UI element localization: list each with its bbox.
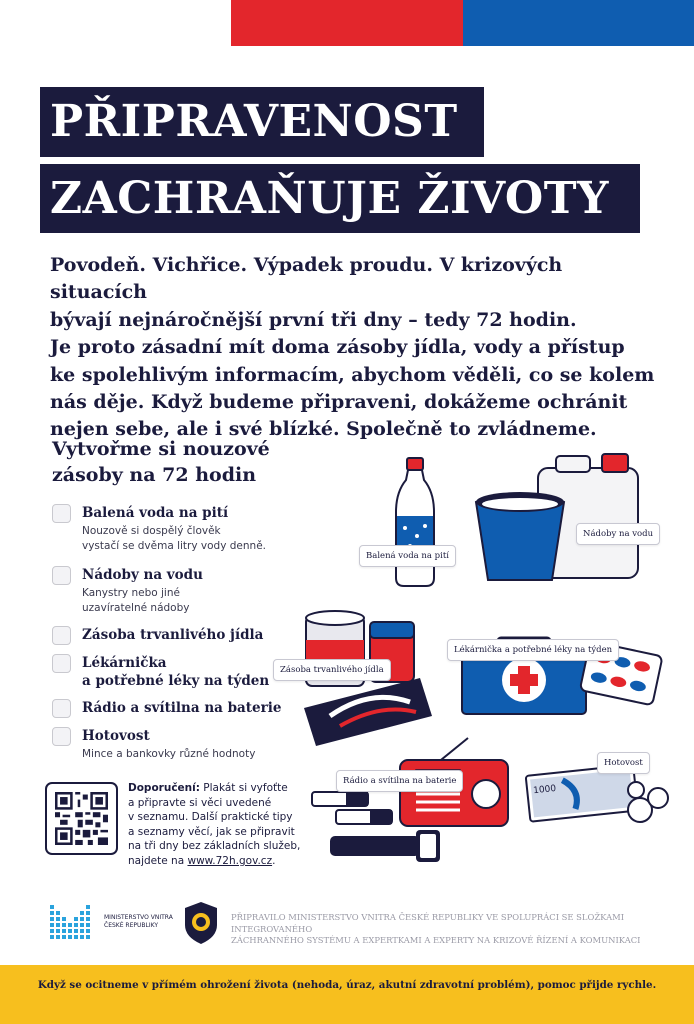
item-description bbox=[82, 747, 302, 762]
title-line-1: PŘIPRAVENOST bbox=[40, 87, 484, 157]
checkbox[interactable] bbox=[52, 654, 71, 673]
website-link[interactable]: www.72h.gov.cz bbox=[187, 854, 273, 867]
checkbox[interactable] bbox=[52, 566, 71, 585]
radio-flashlight-icon bbox=[306, 734, 518, 866]
item-label: Hotovost bbox=[82, 728, 150, 744]
water-bottle-icon bbox=[390, 456, 440, 591]
checklist-title-line: zásoby na 72 hodin bbox=[52, 464, 257, 486]
flag-stripe-red bbox=[231, 0, 463, 46]
intro-line: Povodeň. Vichřice. Výpadek proudu. V krizových situacích bbox=[50, 254, 563, 304]
item-description-line: vystačí se dvěma litry vody denně. bbox=[82, 539, 266, 552]
checklist-item-firstaid[interactable] bbox=[52, 654, 292, 694]
item-label: Nádoby na vodu bbox=[82, 567, 203, 583]
callout-water: Balená voda na pití bbox=[359, 545, 456, 567]
item-description bbox=[82, 586, 302, 615]
footer-banner bbox=[0, 965, 694, 1024]
tip-punctuation: . bbox=[272, 854, 276, 867]
ministry-name-line: MINISTERSTVO VNITRA bbox=[104, 914, 173, 921]
intro-line: bývají nejnáročnější první tři dny – tedy 72 hodin. bbox=[50, 308, 577, 331]
tip-line: na tři dny bez základních služeb, bbox=[128, 840, 301, 853]
water-containers-icon bbox=[474, 452, 670, 584]
item-description-line: Nouzově si dospělý člověk bbox=[82, 525, 221, 537]
tip-line: najdete na bbox=[128, 854, 188, 867]
checklist-title bbox=[52, 436, 312, 488]
item-label-line: a potřebné léky na týden bbox=[82, 673, 270, 689]
callout-radio: Rádio a svítilna na baterie bbox=[336, 770, 463, 792]
recommendation-text bbox=[128, 781, 308, 869]
fire-rescue-emblem-icon bbox=[184, 901, 218, 945]
prepared-by-line: ZÁCHRANNÉHO SYSTÉMU A EXPERTKAMI A EXPERTY NA KRIZOVÉ ŘÍZENÍ A KOMUNIKACI bbox=[231, 935, 641, 945]
ministry-logo-icon bbox=[50, 903, 98, 941]
callout-cash: Hotovost bbox=[597, 752, 650, 774]
prepared-by-line: PŘIPRAVILO MINISTERSTVO VNITRA ČESKÉ REPUBLIKY VE SPOLUPRÁCI SE SLOŽKAMI INTEGROVANÉHO bbox=[231, 912, 625, 934]
tip-line: a seznamy věcí, jak se připravit bbox=[128, 825, 295, 838]
checkbox[interactable] bbox=[52, 626, 71, 645]
checklist-item-cash[interactable] bbox=[52, 727, 292, 767]
banknote-value: 1000 bbox=[532, 783, 557, 797]
item-label-line: Lékárnička bbox=[82, 655, 167, 671]
callout-firstaid: Lékárnička a potřebné léky na týden bbox=[447, 639, 619, 661]
checklist-item-food[interactable] bbox=[52, 626, 292, 648]
item-label bbox=[82, 654, 302, 690]
flag-stripe-blue bbox=[463, 0, 694, 46]
ministry-name-line: ČESKÉ REPUBLIKY bbox=[104, 922, 159, 929]
intro-paragraph bbox=[50, 252, 660, 444]
item-label: Balená voda na pití bbox=[82, 505, 229, 521]
qr-code-icon bbox=[55, 792, 108, 845]
item-description-line: Mince a bankovky různé hodnoty bbox=[82, 748, 256, 760]
tip-line: Plakát si vyfoťte bbox=[199, 782, 288, 794]
checklist-item-radio[interactable] bbox=[52, 699, 292, 721]
checkbox[interactable] bbox=[52, 504, 71, 523]
item-label: Rádio a svítilna na baterie bbox=[82, 700, 282, 716]
intro-line: Je proto zásadní mít doma zásoby jídla, vody a přístup bbox=[50, 336, 625, 359]
item-label: Zásoba trvanlivého jídla bbox=[82, 627, 264, 643]
qr-code[interactable] bbox=[45, 782, 118, 855]
checklist-item-water[interactable] bbox=[52, 504, 292, 556]
checkbox[interactable] bbox=[52, 699, 71, 718]
intro-line: nás děje. Když budeme připraveni, dokážeme ochránit bbox=[50, 391, 628, 414]
checklist-item-containers[interactable] bbox=[52, 566, 292, 618]
callout-food: Zásoba trvanlivého jídla bbox=[273, 659, 391, 681]
prepared-by-text bbox=[231, 912, 671, 947]
ministry-name bbox=[104, 914, 174, 930]
tip-line: a připravte si věci uvedené bbox=[128, 796, 272, 809]
footer-text: Když se ocitneme v přímém ohrožení života (nehoda, úraz, akutní zdravotní problém), pomoc přijde rychle. bbox=[37, 979, 657, 991]
checkbox[interactable] bbox=[52, 727, 71, 746]
intro-line: ke spolehlivým informacím, abychom věděli, co se kolem bbox=[50, 363, 655, 386]
item-description bbox=[82, 524, 302, 553]
item-description-line: Kanystry nebo jiné bbox=[82, 587, 180, 599]
item-description-line: uzavíratelné nádoby bbox=[82, 601, 190, 614]
callout-containers: Nádoby na vodu bbox=[576, 523, 660, 545]
intro-line: nejen sebe, ale i své blízké. Společně to zvládneme. bbox=[50, 418, 597, 441]
tip-heading: Doporučení: bbox=[128, 782, 200, 794]
title-line-2: ZACHRAŇUJE ŽIVOTY bbox=[40, 164, 640, 233]
tip-line: v seznamu. Další praktické tipy bbox=[128, 811, 293, 824]
checklist-title-line: Vytvořme si nouzové bbox=[52, 438, 270, 460]
